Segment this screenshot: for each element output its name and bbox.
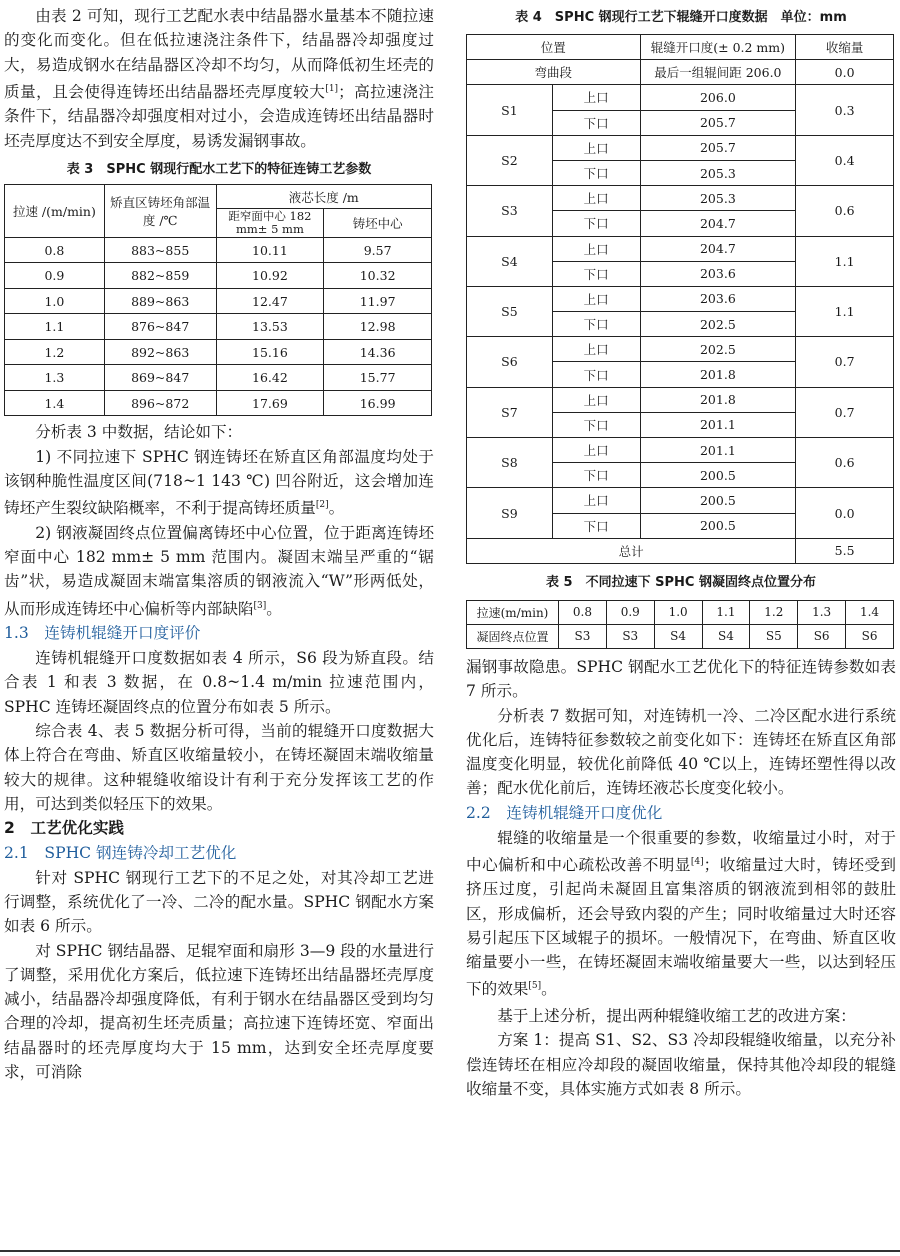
table4-lower-gap: 205.3 <box>640 160 796 185</box>
table4-lower-gap: 202.5 <box>640 312 796 337</box>
table3-row <box>5 339 432 365</box>
section-2-2-paragraph-a: 辊缝的收缩量是一个很重要的参数，收缩量过小时，对于中心偏析和中心疏松改善不明显[4]；收缩量过大时，铸坯受到挤压过度，引起尚未凝固且富集溶质的钢液流到相邻的鼓肚区，形成偏析，还会导致内裂的产生；同时收缩量过大时还容易引起压下区域辊子的损坏。一般情况下，在弯曲、矫直区收缩量要小一些，在铸坯凝固末端收缩量要大一些，以达到轻压下的效果[5]。 <box>466 828 896 999</box>
table3-cell: 10.92 <box>216 263 324 289</box>
table3-cell: 0.8 <box>5 237 105 263</box>
table4-lower-label: 下口 <box>552 110 640 135</box>
table4-segment-name: S4 <box>467 236 553 286</box>
table3-header-center: 铸坯中心 <box>324 209 432 238</box>
section-2-1-paragraph-a: 针对 SPHC 钢现行工艺下的不足之处，对其冷却工艺进行调整，系统优化了一冷、二冷的配水量。SPHC 钢配水方案如表 6 所示。 <box>4 868 434 936</box>
table4-header-position: 位置 <box>467 35 641 60</box>
table4-lower-label: 下口 <box>552 261 640 286</box>
table4-lower-gap: 200.5 <box>640 513 796 538</box>
table4-row <box>467 85 894 110</box>
table5-speed-cell: 1.0 <box>654 600 702 624</box>
table4-segment-shrink: 0.7 <box>796 387 894 437</box>
table5-position-cell: S5 <box>750 624 798 648</box>
table3-cell: 883~855 <box>104 237 216 263</box>
table3-caption: 表 3 SPHC 钢现行配水工艺下的特征连铸工艺参数 <box>66 161 372 177</box>
table3-row <box>5 314 432 340</box>
table5-position-cell: S4 <box>654 624 702 648</box>
table4-segment-shrink: 0.3 <box>796 85 894 135</box>
table4-row <box>467 337 894 362</box>
table4-upper-label: 上口 <box>552 236 640 261</box>
table3-cell: 14.36 <box>324 339 432 365</box>
table3-cell: 1.3 <box>5 365 105 391</box>
table4-lower-label: 下口 <box>552 513 640 538</box>
table3-body <box>5 237 432 416</box>
table3-cell: 12.47 <box>216 288 324 314</box>
page-bottom-rule <box>0 1250 900 1252</box>
table4-total-label: 总计 <box>467 538 796 563</box>
table4-total-value: 5.5 <box>796 538 894 563</box>
table3-header-narrow: 距窄面中心 182 mm± 5 mm <box>216 209 324 238</box>
table5-position-cell: S6 <box>846 624 894 648</box>
table4-upper-label: 上口 <box>552 438 640 463</box>
table3-cell: 869~847 <box>104 365 216 391</box>
table4-body <box>467 85 894 538</box>
table4-upper-gap: 202.5 <box>640 337 796 362</box>
table3-cell: 1.2 <box>5 339 105 365</box>
table4-upper-label: 上口 <box>552 488 640 513</box>
table3-cell: 9.57 <box>324 237 432 263</box>
analysis-intro: 分析表 3 中数据，结论如下： <box>35 423 243 442</box>
table4-lower-label: 下口 <box>552 412 640 437</box>
table3-cell: 896~872 <box>104 390 216 416</box>
table3-cell: 10.32 <box>324 263 432 289</box>
table4-upper-gap: 205.3 <box>640 186 796 211</box>
table4-lower-gap: 204.7 <box>640 211 796 236</box>
conclusion-1: 1) 不同拉速下 SPHC 钢连铸坯在矫直区角部温度均处于该钢种脆性温度区间(718~1 143 ℃) 凹谷附近，这会增加连铸坯产生裂纹缺陷概率，不利于提高铸坯质量[2]。 <box>4 447 434 518</box>
section-2-heading: 2 工艺优化实践 <box>4 819 125 838</box>
table5-position-cell: S6 <box>798 624 846 648</box>
table4-row <box>467 186 894 211</box>
table3-row <box>5 288 432 314</box>
table4-lower-gap: 205.7 <box>640 110 796 135</box>
section-2-2-heading: 2.2 连铸机辊缝开口度优化 <box>466 803 663 822</box>
table4-upper-label: 上口 <box>552 135 640 160</box>
table4-row <box>467 236 894 261</box>
table4-upper-label: 上口 <box>552 186 640 211</box>
table5-speed-cell: 0.8 <box>559 600 607 624</box>
table4-segment-shrink: 0.6 <box>796 438 894 488</box>
table5-speed-cell: 1.3 <box>798 600 846 624</box>
table4-segment-name: S6 <box>467 337 553 387</box>
table4-row <box>467 387 894 412</box>
table4 <box>466 34 894 564</box>
conclusion-2: 2) 钢液凝固终点位置偏离铸坯中心位置，位于距离连铸坯窄面中心 182 mm± 5 mm 范围内。凝固末端呈严重的“锯齿”状，易造成凝固末端富集溶质的钢液流入“W”形两低处，从而形成连铸坯中心偏析等内部缺陷[3]。 <box>4 523 434 618</box>
table4-upper-gap: 205.7 <box>640 135 796 160</box>
table4-lower-gap: 203.6 <box>640 261 796 286</box>
table4-upper-gap: 206.0 <box>640 85 796 110</box>
table3-cell: 15.77 <box>324 365 432 391</box>
table3-cell: 10.11 <box>216 237 324 263</box>
table3-cell: 876~847 <box>104 314 216 340</box>
table5-row1-label: 拉速(m/min) <box>467 600 559 624</box>
table4-upper-label: 上口 <box>552 337 640 362</box>
table5-speed-cell: 0.9 <box>606 600 654 624</box>
table4-lower-gap: 201.8 <box>640 362 796 387</box>
table4-segment-name: S1 <box>467 85 553 135</box>
table5-caption: 表 5 不同拉速下 SPHC 钢凝固终点位置分布 <box>546 574 816 590</box>
table4-lower-label: 下口 <box>552 362 640 387</box>
table4-caption: 表 4 SPHC 钢现行工艺下辊缝开口度数据 单位：mm <box>515 10 847 25</box>
table5-position-row <box>467 624 894 648</box>
table4-upper-gap: 204.7 <box>640 236 796 261</box>
table3-row <box>5 365 432 391</box>
table4-segment-shrink: 1.1 <box>796 286 894 336</box>
table3-cell: 1.0 <box>5 288 105 314</box>
table4-lower-label: 下口 <box>552 211 640 236</box>
table4-segment-name: S2 <box>467 135 553 185</box>
table3-cell: 16.99 <box>324 390 432 416</box>
table3-header-temp: 矫直区铸坯角部温度 /℃ <box>104 184 216 237</box>
table7-analysis: 分析表 7 数据可知，对连铸机一冷、二冷区配水进行系统优化后，连铸特征参数较之前变化如下：连铸坯在矫直区角部温度变化明显，较优化前降低 40 ℃以上，连铸坯塑性得以改善；配水优化前后，连铸坯液芯长度变化较小。 <box>466 706 896 798</box>
table3-cell: 12.98 <box>324 314 432 340</box>
table4-bend-gap: 最后一组辊间距 206.0 <box>640 60 796 85</box>
table5-position-cell: S3 <box>559 624 607 648</box>
table4-upper-label: 上口 <box>552 286 640 311</box>
table3-cell: 11.97 <box>324 288 432 314</box>
table4-row <box>467 286 894 311</box>
table4-lower-label: 下口 <box>552 463 640 488</box>
table3-row <box>5 237 432 263</box>
table4-segment-shrink: 0.4 <box>796 135 894 185</box>
section-1-3-heading: 1.3 连铸机辊缝开口度评价 <box>4 624 201 643</box>
right-column <box>466 0 896 1101</box>
table5-position-cell: S3 <box>606 624 654 648</box>
section-2-1-paragraph-b: 对 SPHC 钢结晶器、足辊窄面和扇形 3—9 段的水量进行了调整，采用优化方案后，低拉速下连铸坯出结晶器坯壳厚度减小，结晶器冷却强度降低，有利于钢水在结晶器区受到均匀合理的冷却，提高初生坯壳质量；高拉速下连铸坯宽、窄面出结晶器时的坯壳厚度均大于 15 mm，达到安全坯壳厚度要求，可消除 <box>4 941 434 1082</box>
section-2-2-paragraph-b: 基于上述分析，提出两种辊缝收缩工艺的改进方案： <box>497 1006 856 1025</box>
table4-lower-gap: 200.5 <box>640 463 796 488</box>
continued-paragraph: 漏钢事故隐患。SPHC 钢配水工艺优化下的特征连铸参数如表 7 所示。 <box>466 657 896 701</box>
intro-paragraph: 由表 2 可知，现行工艺配水表中结晶器水量基本不随拉速的变化而变化。但在低拉速浇注条件下，结晶器冷却强度过大，易造成钢水在结晶器区冷却不均匀，从而降低初生坯壳的质量，且会使得连铸坯出结晶器坯壳厚度较大[1]；高拉速浇注条件下，结晶器冷却强度相对过小，会造成连铸坯出结晶器时坯壳厚度达不到安全厚度，易诱发漏钢事故。 <box>4 7 434 150</box>
table4-upper-gap: 201.8 <box>640 387 796 412</box>
table3-header-liquid: 液芯长度 /m <box>216 184 431 208</box>
table4-segment-name: S7 <box>467 387 553 437</box>
table4-segment-name: S8 <box>467 438 553 488</box>
table4-upper-gap: 203.6 <box>640 286 796 311</box>
table4-bend-shrink: 0.0 <box>796 60 894 85</box>
table3-cell: 882~859 <box>104 263 216 289</box>
table4-upper-gap: 200.5 <box>640 488 796 513</box>
table4-bend-label: 弯曲段 <box>467 60 641 85</box>
table3-cell: 889~863 <box>104 288 216 314</box>
table5-position-cell: S4 <box>702 624 750 648</box>
table3-row <box>5 390 432 416</box>
table4-header-gap: 辊缝开口度(± 0.2 mm) <box>640 35 796 60</box>
table4-upper-label: 上口 <box>552 387 640 412</box>
table4-upper-label: 上口 <box>552 85 640 110</box>
table4-lower-gap: 201.1 <box>640 412 796 437</box>
table3 <box>4 184 432 417</box>
table3-cell: 13.53 <box>216 314 324 340</box>
table4-segment-name: S9 <box>467 488 553 538</box>
section-2-1-heading: 2.1 SPHC 钢连铸冷却工艺优化 <box>4 843 237 862</box>
table5-speed-row <box>467 600 894 624</box>
table5 <box>466 600 894 649</box>
table4-row <box>467 135 894 160</box>
table4-upper-gap: 201.1 <box>640 438 796 463</box>
table4-lower-label: 下口 <box>552 312 640 337</box>
left-column <box>4 0 434 1084</box>
table4-segment-shrink: 1.1 <box>796 236 894 286</box>
table3-cell: 16.42 <box>216 365 324 391</box>
table3-cell: 892~863 <box>104 339 216 365</box>
table5-speed-cell: 1.1 <box>702 600 750 624</box>
table4-segment-shrink: 0.6 <box>796 186 894 236</box>
table5-speed-cell: 1.2 <box>750 600 798 624</box>
table4-segment-name: S5 <box>467 286 553 336</box>
table4-row <box>467 488 894 513</box>
table4-row <box>467 438 894 463</box>
section-1-3-paragraph-b: 综合表 4、表 5 数据分析可得，当前的辊缝开口度数据大体上符合在弯曲、矫直区收缩量较小，在铸坯凝固末端收缩量较大的规律。这种辊缝收缩设计有利于充分发挥该工艺的作用，可达到类似轻压下的效果。 <box>4 721 434 813</box>
table4-lower-label: 下口 <box>552 160 640 185</box>
table4-segment-name: S3 <box>467 186 553 236</box>
table4-segment-shrink: 0.0 <box>796 488 894 538</box>
table3-cell: 1.1 <box>5 314 105 340</box>
table3-cell: 0.9 <box>5 263 105 289</box>
table5-row2-label: 凝固终点位置 <box>467 624 559 648</box>
table3-row <box>5 263 432 289</box>
table5-speed-cell: 1.4 <box>846 600 894 624</box>
section-2-2-paragraph-c: 方案 1：提高 S1、S2、S3 冷却段辊缝收缩量，以充分补偿连铸坯在相应冷却段的凝固收缩量，保持其他冷却段的辊缝收缩量不变，具体实施方式如表 8 所示。 <box>466 1031 896 1098</box>
table3-cell: 1.4 <box>5 390 105 416</box>
table3-cell: 15.16 <box>216 339 324 365</box>
table3-header-speed: 拉速 /(m/min) <box>5 184 105 237</box>
table4-segment-shrink: 0.7 <box>796 337 894 387</box>
table3-cell: 17.69 <box>216 390 324 416</box>
table4-header-shrink: 收缩量 <box>796 35 894 60</box>
section-1-3-paragraph-a: 连铸机辊缝开口度数据如表 4 所示，S6 段为矫直段。结合表 1 和表 3 数据，在 0.8~1.4 m/min 拉速范围内，SPHC 连铸坯凝固终点的位置分布如表 5 所示。 <box>4 649 434 716</box>
